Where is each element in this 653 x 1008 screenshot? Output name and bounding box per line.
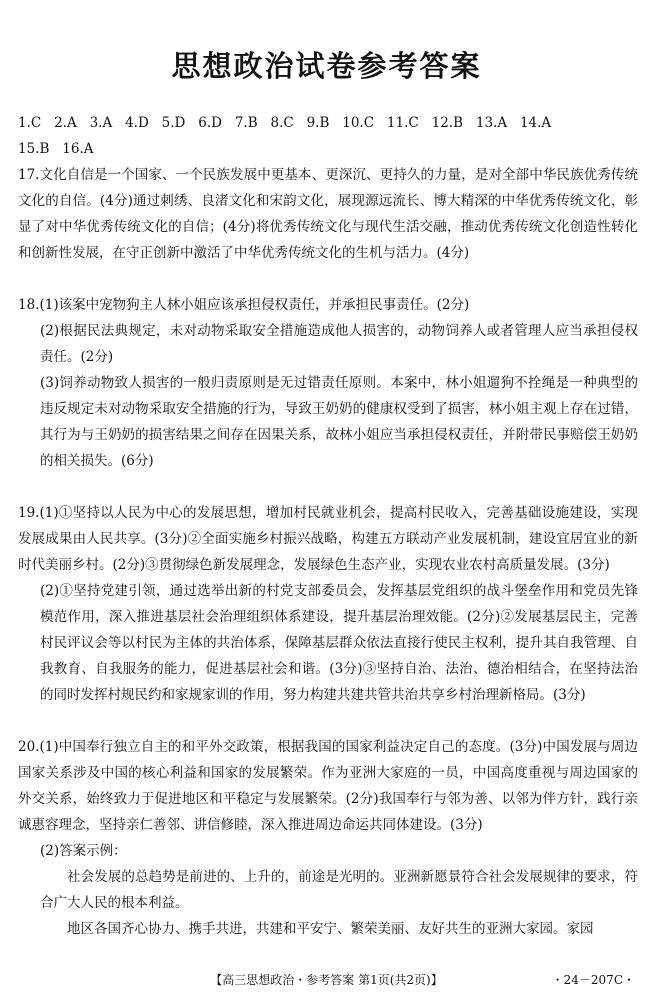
question-18-part-3: (3)饲养动物致人损害的一般归责原则是无过错责任原则。本案中，林小姐遛狗不拴绳是一种典型的违反规定未对动物采取安全措施的行为，导致王奶奶的健康权受到了损害，林小姐主观上存在过错，其行为与王奶奶的损害结果之间存在因果关系，故林小姐应当承担侵权责任，并附带民事赔偿王奶奶的相关损失。(6分)	[40, 375, 638, 469]
question-20-example-para-2: 地区各国齐心协力、携手共进，共建和平安宁、繁荣美丽、友好共生的亚洲大家园。家园	[67, 921, 594, 937]
choice-answers-line-2: 15.B 16.A	[18, 141, 94, 157]
question-20-part-2: (2)答案示例：	[40, 843, 127, 859]
footer-code: ・24－207C・	[551, 973, 635, 987]
question-19-part-1: 19.(1)①坚持以人民为中心的发展思想，增加村民就业机会，提高村民收入，完善基础设施建设，实现发展成果由人民共享。(3分)②全面实施乡村振兴战略，构建五方联动产业发展机制，建设宜居宜业的新时代美丽乡村。(2分)③贯彻绿色新发展理念，发展绿色生态产业，实现农业农村高质量发展。(3分)	[18, 505, 638, 573]
question-20-answer	[18, 734, 638, 942]
choice-answers-line-1: 1.C 2.A 3.A 4.D 5.D 6.D 7.B 8.C 9.B 10.C 11.C 12.B 13.A 14.A	[18, 115, 552, 131]
page-footer	[0, 968, 653, 990]
question-18-part-1: 18.(1)该案中宠物狗主人林小姐应该承担侵权责任，并承担民事责任。(2分)	[18, 297, 470, 313]
question-20-part-1: 20.(1)中国奉行独立自主的和平外交政策，根据我国的国家利益决定自己的态度。(3分)中国发展与周边国家关系涉及中国的核心利益和国家的发展繁荣。作为亚洲大家庭的一员，中国高度重视与周边国家的外交关系，始终致力于促进地区和平稳定与发展繁荣。(2分)我国奉行与邻为善、以邻为伴方针，践行亲诚惠容理念，坚持亲仁善邻、讲信修睦，深入推进周边命运共同体建设。(3分)	[18, 739, 638, 833]
page-title: 思想政治试卷参考答案	[171, 49, 482, 83]
question-20-example-para-1: 社会发展的总趋势是前进的、上升的，前途是光明的。亚洲新愿景符合社会发展规律的要求，符合广大人民的根本利益。	[40, 869, 638, 911]
question-17-text: 17.文化自信是一个国家、一个民族发展中更基本、更深沉、更持久的力量，是对全部中华民族优秀传统文化的自信。(4分)通过刺绣、良渚文化和宋韵文化，展现源远流长、博大精深的中华优秀传统文化，彰显了对中华优秀传统文化的自信；(4分)将优秀传统文化与现代生活交融，推动优秀传统文化创造性转化和创新性发展，在守正创新中激活了中华优秀传统文化的生机与活力。(4分)	[18, 167, 638, 261]
question-18-answer	[18, 292, 638, 474]
footer-page-info: 【高三思想政治・参考答案 第1页(共2页)】	[210, 973, 443, 987]
question-17-answer	[18, 162, 638, 266]
question-19-answer	[18, 500, 638, 708]
question-18-part-2: (2)根据民法典规定，未对动物采取安全措施造成他人损害的，动物饲养人或者管理人应当承担侵权责任。(2分)	[40, 323, 638, 365]
choice-answers	[18, 110, 638, 162]
question-19-part-2: (2)①坚持党建引领，通过选举出新的村党支部委员会，发挥基层党组织的战斗堡垒作用和党员先锋模范作用，深入推进基层社会治理组织体系建设，提升基层治理效能。(2分)②发展基层民主，完善村民评议会等以村民为主体的共治体系，保障基层群众依法直接行使民主权利，提升其自我管理、自我教育、自我服务的能力，促进基层社会和谐。(3分)③坚持自治、法治、德治相结合，在坚持法治的同时发挥村规民约和家规家训的作用，努力构建共建共管共治共享乡村治理新格局。(3分)	[40, 583, 638, 703]
